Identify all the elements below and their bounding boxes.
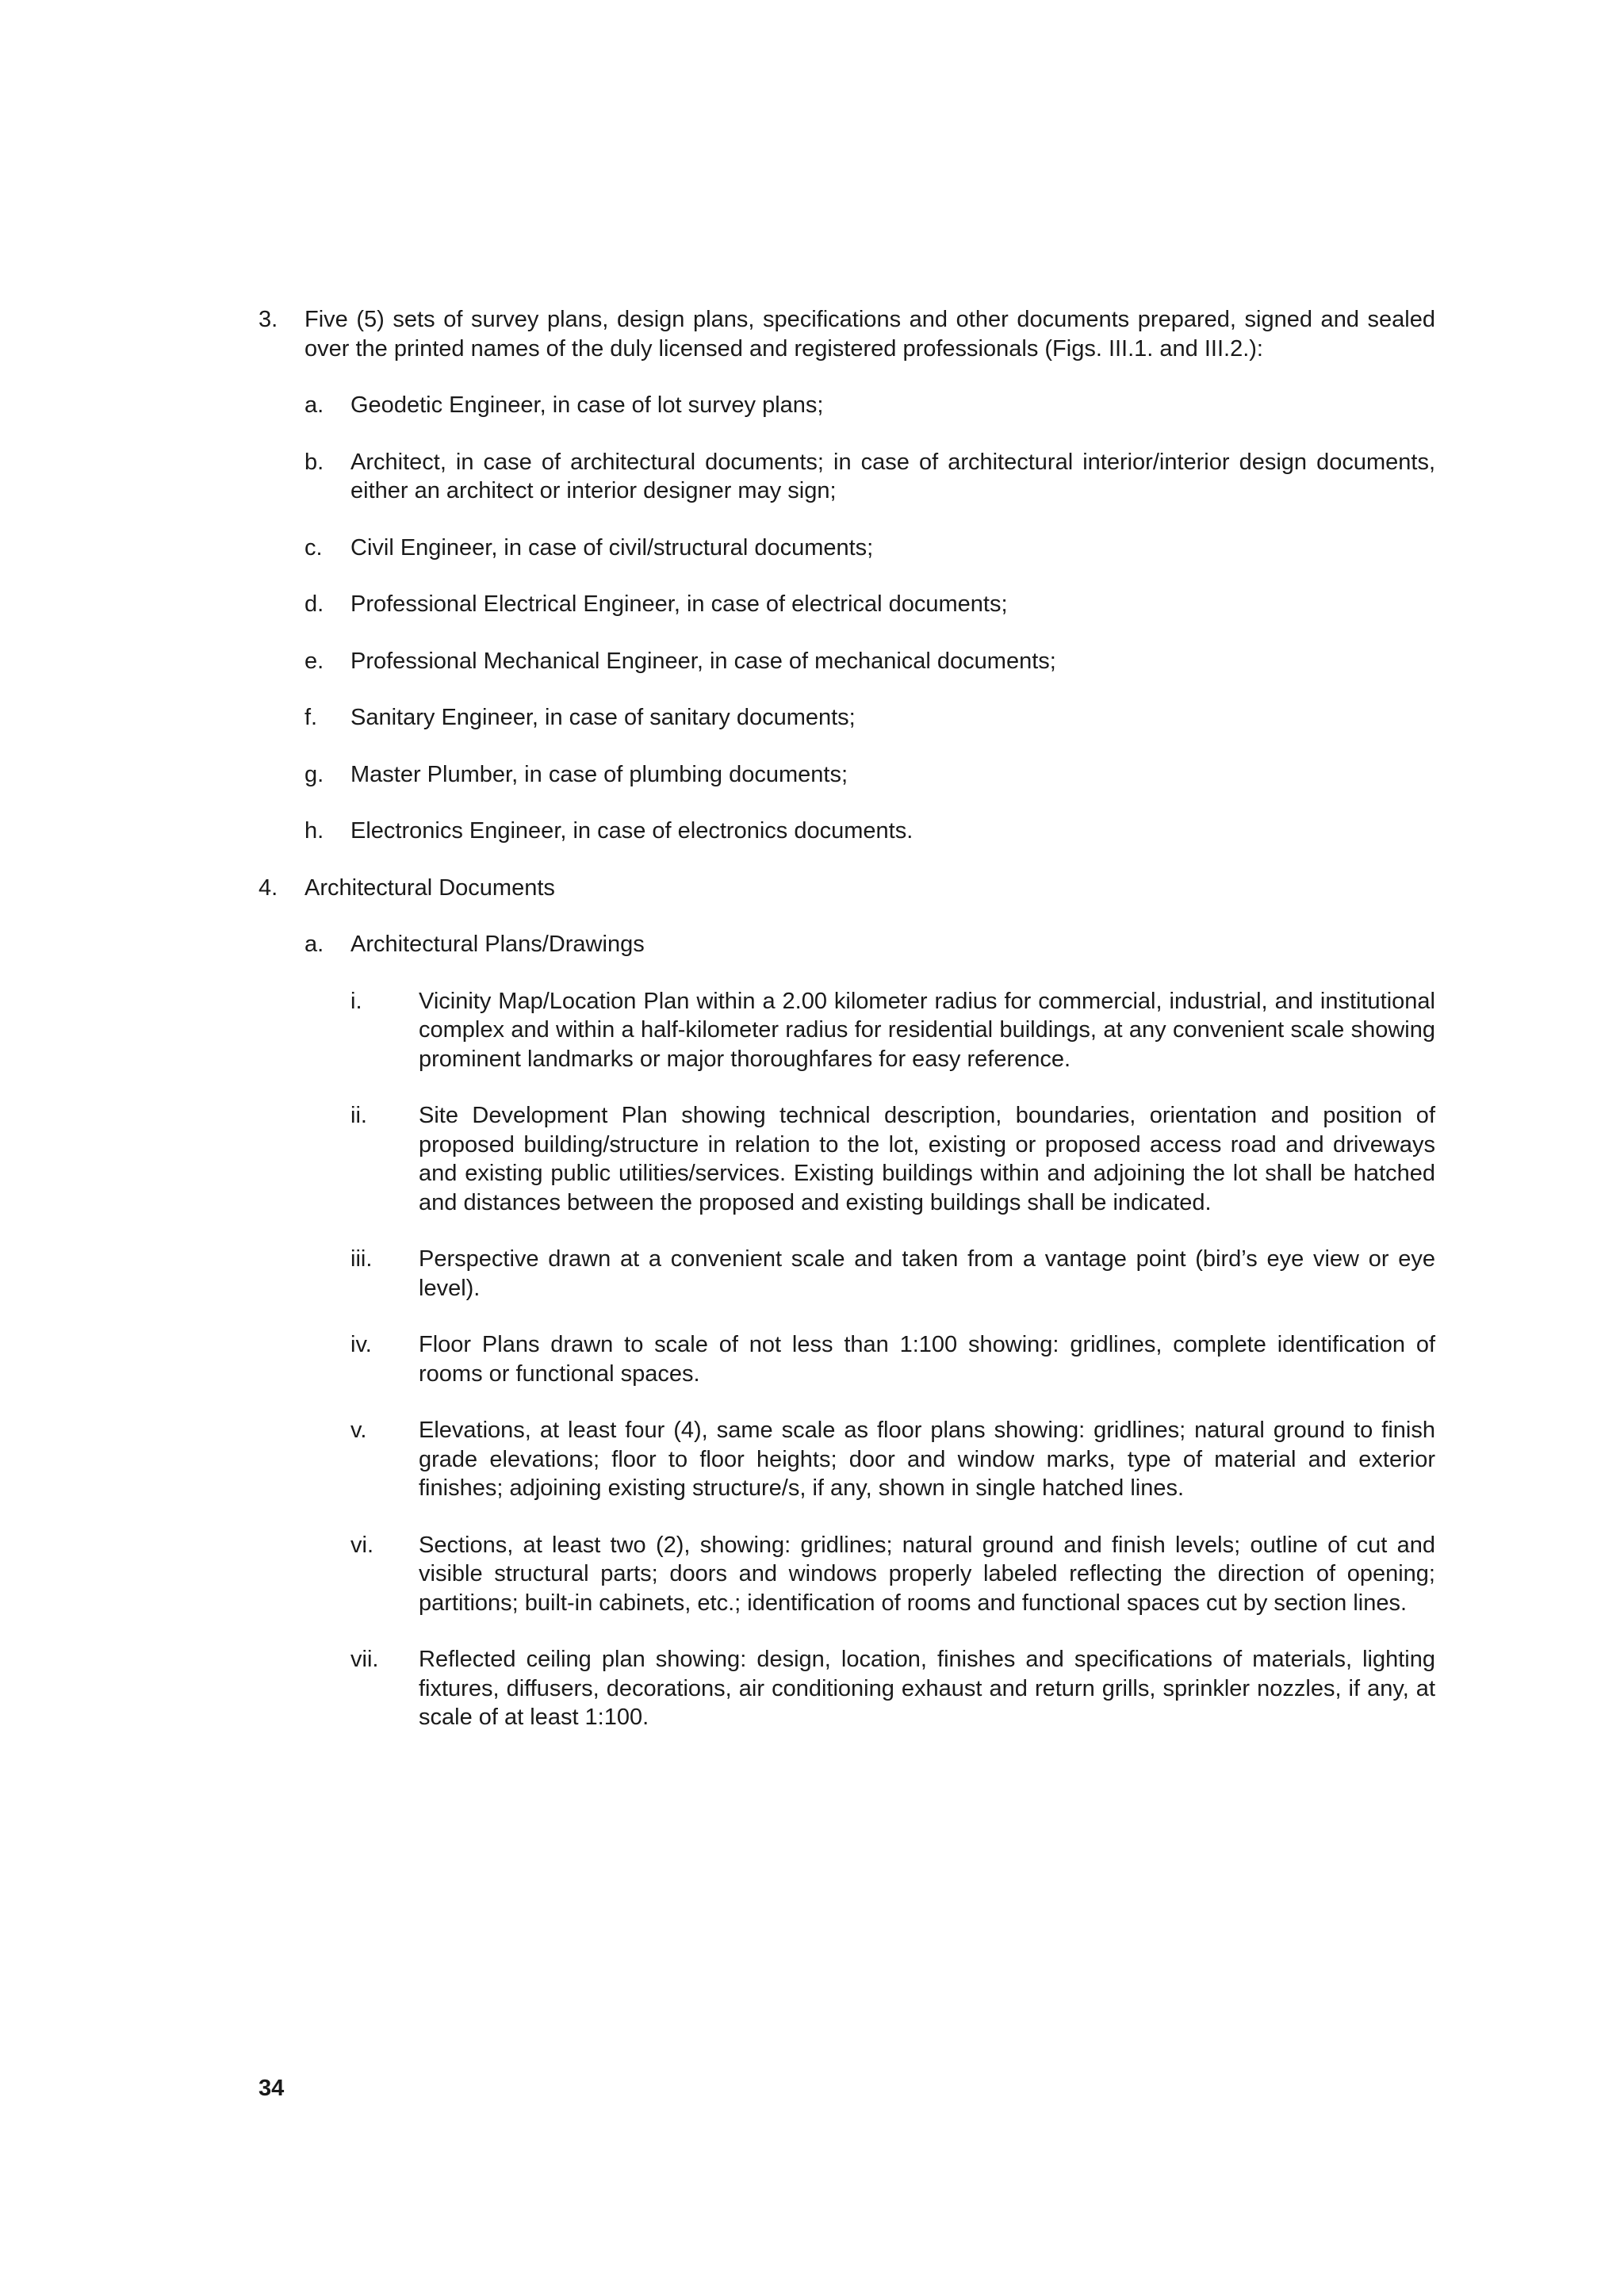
item-text: Vicinity Map/Location Plan within a 2.00 kilometer radius for commercial, industrial, and institutional complex and within a half-kilometer radius for residential buildings, at any convenient scale showing prominent landmarks or major thoroughfares for easy reference. (419, 988, 1435, 1072)
item-text: Geodetic Engineer, in case of lot survey plans; (350, 392, 824, 418)
list-item (304, 930, 1435, 959)
item-letter: g. (304, 761, 324, 787)
item-text: Architectural Documents (304, 874, 555, 901)
item-number: 4. (259, 874, 278, 901)
item-roman: iv. (350, 1332, 372, 1357)
item-roman: vii. (350, 1647, 379, 1672)
item-text: Master Plumber, in case of plumbing documents; (350, 761, 848, 787)
item-number: 3. (259, 307, 278, 332)
item-letter: a. (304, 932, 324, 957)
item-letter: c. (304, 534, 323, 561)
item-text: Reflected ceiling plan showing: design, location, finishes and specifications of materials, lighting fixtures, diffusers, decorations, air conditioning exhaust and return grills, sprinkler nozzles, if any, at scale of at least 1:100. (419, 1647, 1435, 1730)
item-text: Perspective drawn at a convenient scale and taken from a vantage point (bird’s eye view or eye level). (419, 1246, 1435, 1301)
item-roman: iii. (350, 1246, 373, 1272)
item-text: Site Development Plan showing technical description, boundaries, orientation and position of proposed building/structure in relation to the lot, existing or proposed access road and driveways and existing public utilities/services. Existing buildings within and adjoining the lot shall be hatched and distances between the proposed and existing buildings shall be indicated. (419, 1103, 1435, 1215)
item-text: Architectural Plans/Drawings (350, 932, 645, 957)
item-text: Professional Mechanical Engineer, in case of mechanical documents; (350, 648, 1056, 674)
list-item (304, 534, 1435, 563)
item-text: Five (5) sets of survey plans, design plans, specifications and other documents prepared, signed and sealed over the printed names of the duly licensed and registered professionals (Figs. III.1. and III.2.): (304, 307, 1435, 362)
list-item (304, 590, 1435, 619)
item-roman: v. (350, 1418, 367, 1443)
document-body (259, 305, 1435, 1732)
sublist (304, 930, 1435, 1732)
list-item (304, 817, 1435, 846)
list-item (350, 1531, 1435, 1618)
list-item (350, 1101, 1435, 1217)
item-text: Elevations, at least four (4), same scale as floor plans showing: gridlines; natural ground to finish grade elevations; floor to floor heights; door and window marks, type of material and exterior finishes; adjoining existing structure/s, if any, shown in single hatched lines. (419, 1418, 1435, 1501)
page-number: 34 (259, 2076, 285, 2101)
item-letter: a. (304, 392, 324, 418)
list-item (350, 1416, 1435, 1503)
item-letter: d. (304, 591, 324, 617)
item-text: Civil Engineer, in case of civil/structural documents; (350, 534, 874, 561)
item-text: Professional Electrical Engineer, in case of electrical documents; (350, 591, 1008, 617)
list-item (350, 1245, 1435, 1303)
list-item (304, 448, 1435, 506)
item-text: Sections, at least two (2), showing: gridlines; natural ground and finish levels; outline of cut and visible structural parts; doors and windows properly labeled reflecting the direction of opening; partitions; built-in cabinets, etc.; identification of rooms and functional spaces cut by section lines. (419, 1532, 1435, 1616)
sublist (350, 987, 1435, 1732)
item-text: Sanitary Engineer, in case of sanitary documents; (350, 705, 856, 730)
list-item (259, 874, 1435, 903)
list-item (304, 703, 1435, 733)
item-roman: i. (350, 988, 362, 1014)
list-item (304, 647, 1435, 676)
item-letter: h. (304, 818, 324, 844)
list-item (350, 1330, 1435, 1388)
list-item (350, 1645, 1435, 1732)
sublist (304, 391, 1435, 846)
list-item (259, 305, 1435, 363)
item-text: Floor Plans drawn to scale of not less than 1:100 showing: gridlines, complete identification of rooms or functional spaces. (419, 1332, 1435, 1387)
list-item (304, 391, 1435, 420)
item-letter: e. (304, 648, 324, 674)
item-roman: ii. (350, 1103, 367, 1128)
list-item (304, 760, 1435, 790)
item-text: Electronics Engineer, in case of electronics documents. (350, 818, 914, 844)
list-item (350, 987, 1435, 1074)
item-letter: f. (304, 705, 318, 730)
item-text: Architect, in case of architectural documents; in case of architectural interior/interior design documents, either an architect or interior designer may sign; (350, 449, 1435, 503)
item-letter: b. (304, 449, 324, 475)
item-roman: vi. (350, 1532, 373, 1558)
